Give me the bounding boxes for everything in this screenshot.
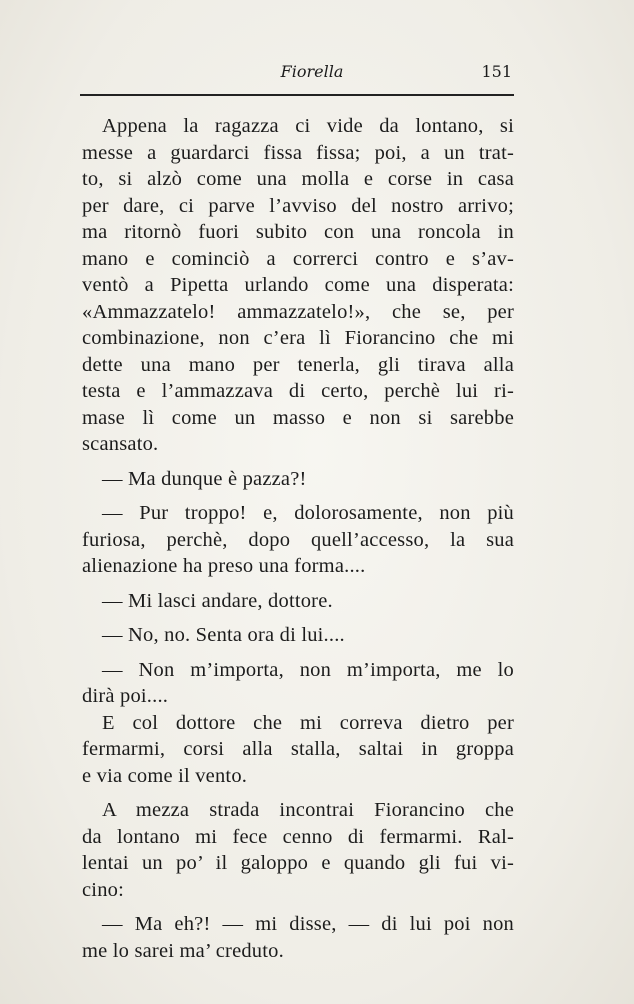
text-line: cino: <box>82 878 124 901</box>
text-line: e via come il vento. <box>82 764 248 787</box>
text-line: per dare, ci parve l’avviso del nostro arrivo; <box>82 194 514 217</box>
text-line: ventò a Pipetta urlando come una disperata: <box>82 274 514 296</box>
text-line: fermarmi, corsi alla stalla, saltai in groppa <box>82 738 514 760</box>
text-line: alienazione ha preso una forma.... <box>82 555 366 577</box>
text-line: dirà poi.... <box>82 685 169 707</box>
dialogue-line: — Ma dunque è pazza?! <box>102 467 307 490</box>
page-number: 151 <box>481 62 512 81</box>
dialogue-line: — Mi lasci andare, dottore. <box>102 589 333 612</box>
text-line: to, si alzò come una molla e corse in casa <box>82 168 514 190</box>
text-line: mano e cominciò a correrci contro e s’av- <box>82 247 514 270</box>
text-line: messe a guardarci fissa fissa; poi, a un trat- <box>82 141 514 164</box>
text-line: dette una mano per tenerla, gli tirava alla <box>82 353 514 376</box>
body-text <box>82 113 514 964</box>
text-line: combinazione, non c’era lì Fiorancino che mi <box>82 327 514 349</box>
dialogue-line: — Ma eh?! — mi disse, — di lui poi non <box>102 913 514 935</box>
text-line: me lo sarei ma’ creduto. <box>82 939 284 962</box>
text-line: E col dottore che mi correva dietro per <box>102 711 514 734</box>
text-line: da lontano mi fece cenno di fermarmi. Ral- <box>82 825 514 848</box>
text-line: «Ammazzatelo! ammazzatelo!», che se, per <box>82 300 514 323</box>
page-header <box>80 60 514 88</box>
text-line: lentai un po’ il galoppo e quando gli fui vi- <box>82 852 514 874</box>
running-title: Fiorella <box>280 62 344 81</box>
header-rule <box>80 94 514 96</box>
dialogue-line: — Pur troppo! e, dolorosamente, non più <box>102 502 514 524</box>
text-line: furiosa, perchè, dopo quell’accesso, la sua <box>82 528 514 551</box>
text-line: A mezza strada incontrai Fiorancino che <box>102 799 514 821</box>
text-line: Appena la ragazza ci vide da lontano, si <box>102 115 514 137</box>
text-line: testa e l’ammazzava di certo, perchè lui ri- <box>82 380 514 402</box>
text-line: ma ritornò fuori subito con una roncola in <box>82 221 514 243</box>
dialogue-line: — Non m’importa, non m’importa, me lo <box>102 658 514 681</box>
text-line: mase lì come un masso e non si sarebbe <box>82 406 514 429</box>
text-line: scansato. <box>82 433 159 455</box>
dialogue-line: — No, no. Senta ora di lui.... <box>102 624 345 646</box>
